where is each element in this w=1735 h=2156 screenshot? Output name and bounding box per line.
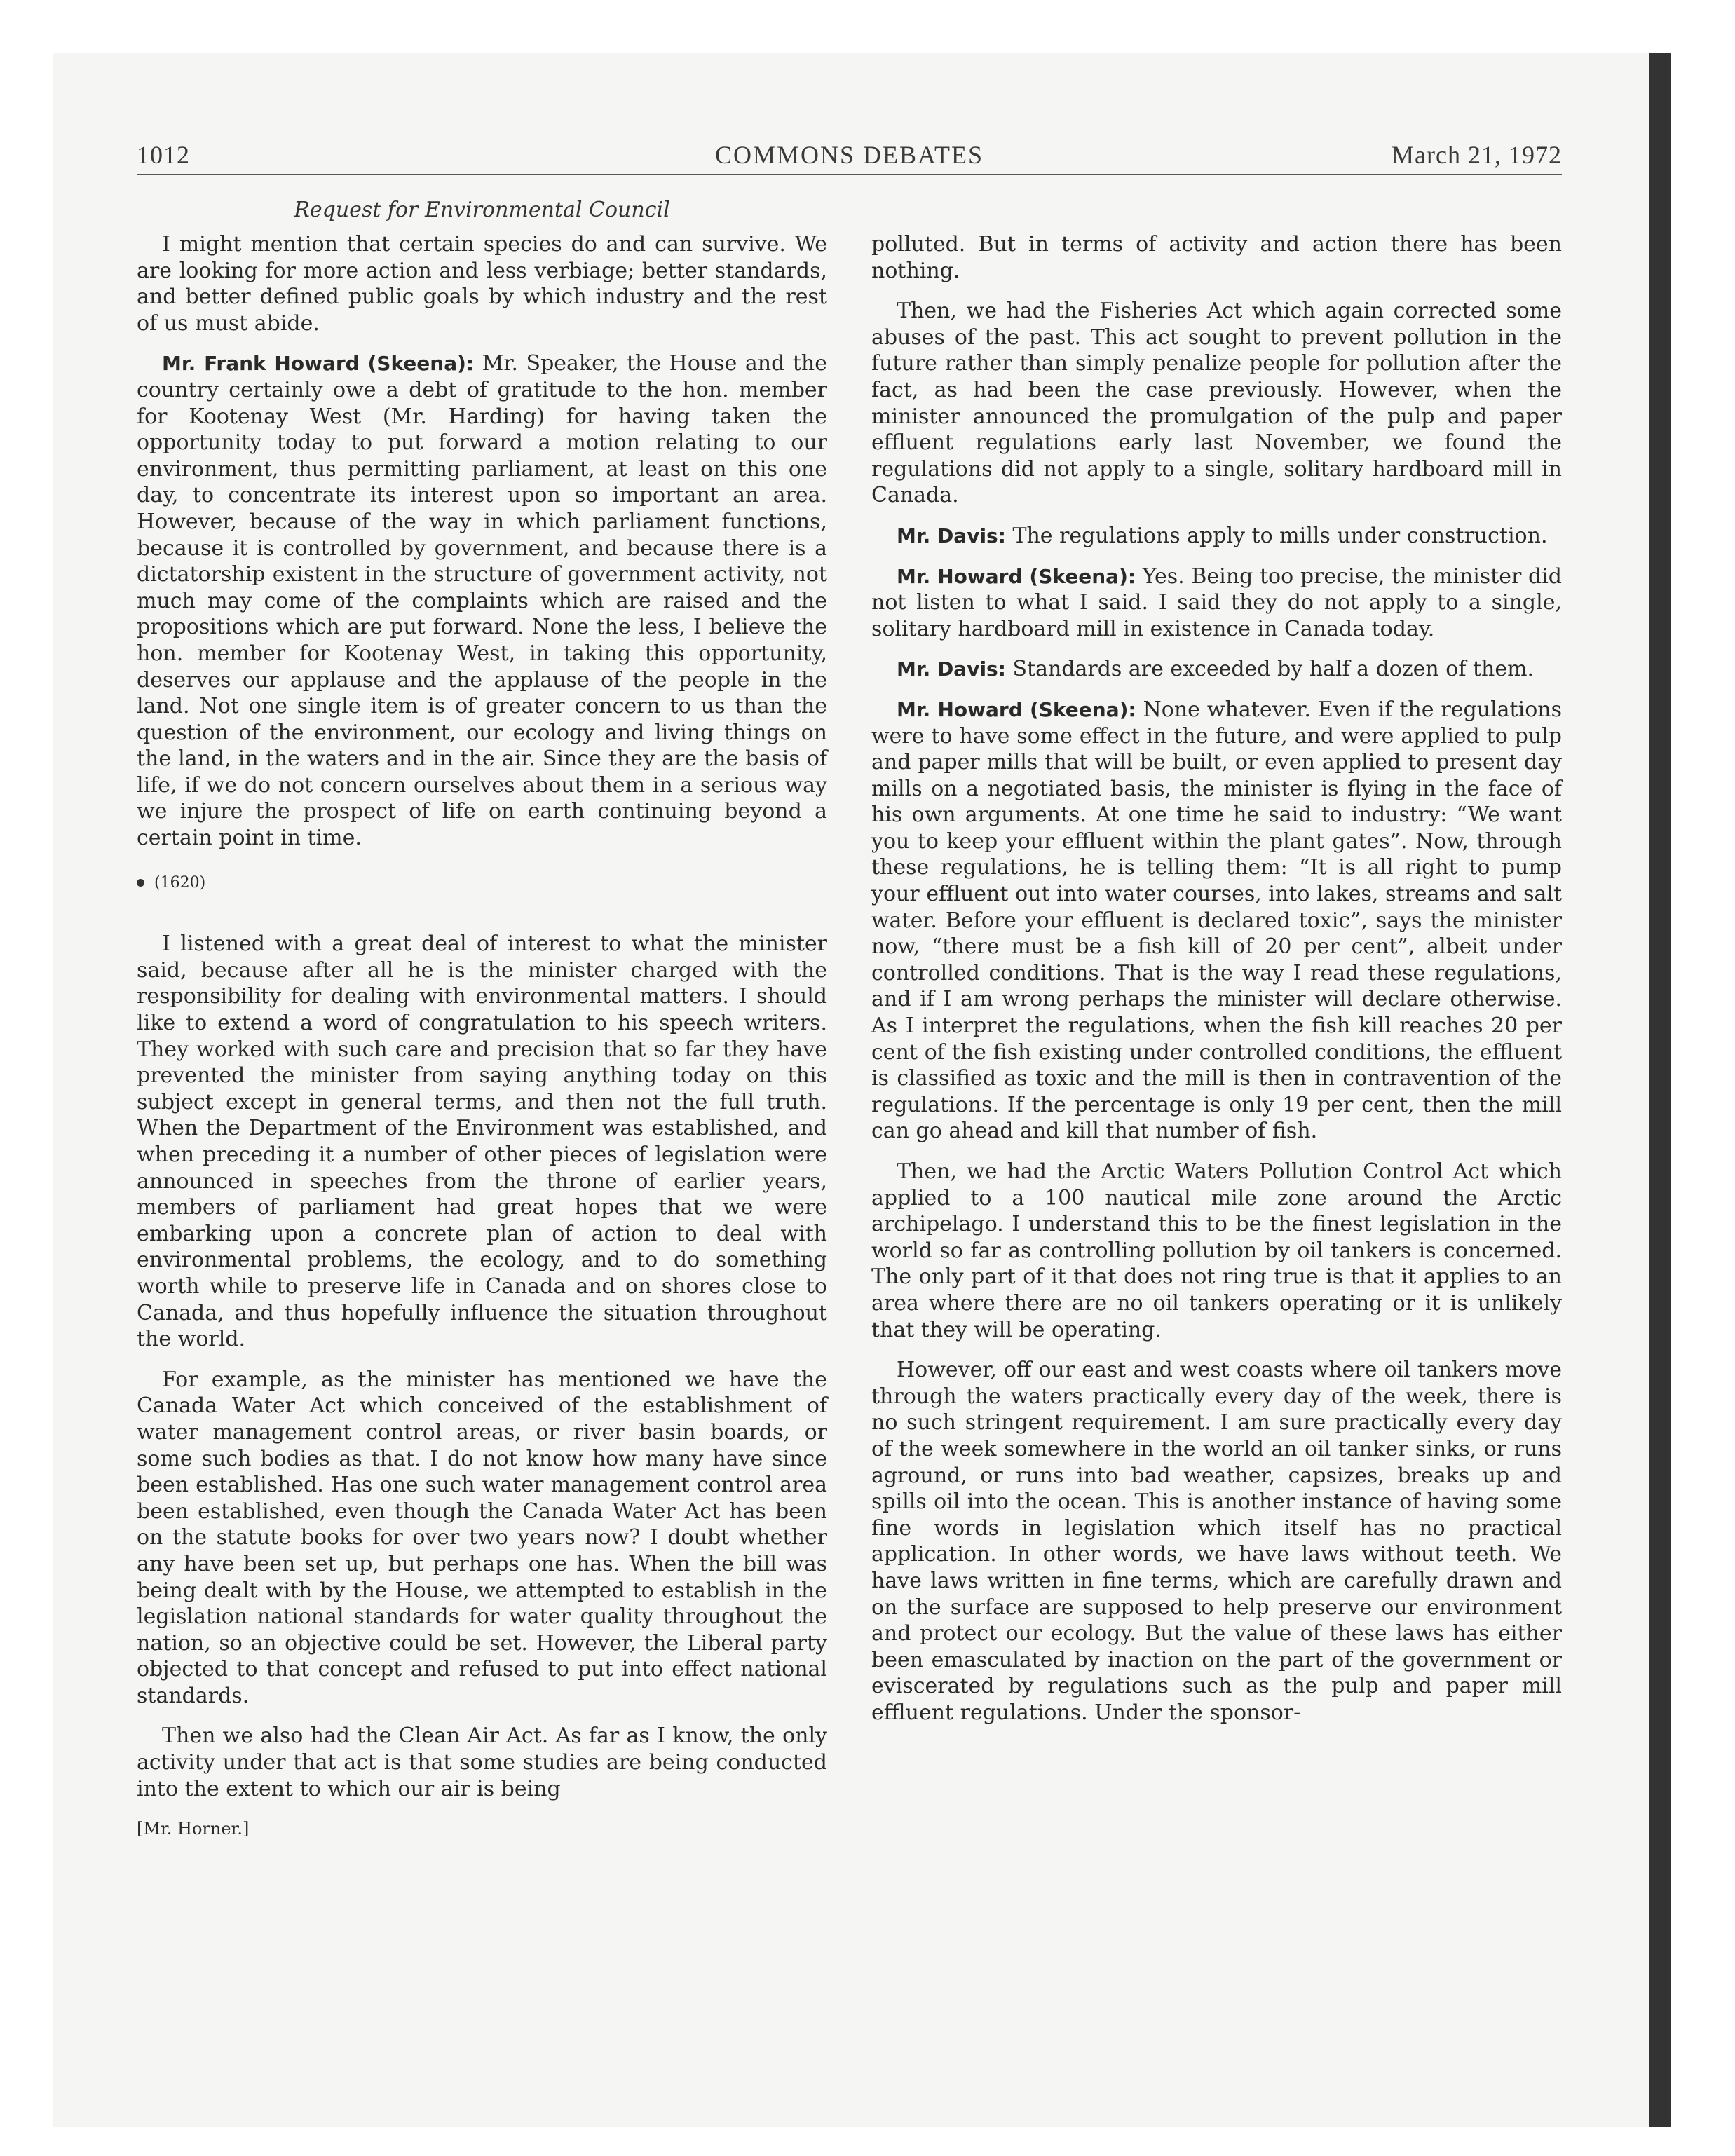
- speech-text: None whatever. Even if the regulations were to have some effect in the future, and were applied to pulp and paper mills that will be built, or even applied to present day mills on a negotiated basis, the minister is flying in the face of his own arguments. At one time he said to industry: “We want you to keep your effluent within the plant gates”. Now, through these regulations, he is telling them: “It is all right to pump your effluent out into water courses, into lakes, streams and salt water. Before your effluent is declared toxic”, says the minister now, “there must be a fish kill of 20 per cent”, albeit under controlled conditions. That is the way I read these regulations, and if I am wrong perhaps the minister will declare otherwise. As I interpret the regulations, when the fish kill reaches 20 per cent of the fish existing under controlled conditions, the effluent is classified as toxic and the mill is then in contravention of the regulations. If the percentage is only 19 per cent, then the mill can go ahead and kill that number of fish.: [871, 697, 1562, 1144]
- page-header: [137, 139, 1562, 175]
- left-column: [137, 231, 827, 1843]
- page-date: March 21, 1972: [1392, 141, 1562, 169]
- speech-text: The regulations apply to mills under construction.: [1005, 523, 1548, 548]
- speech-paragraph: [871, 656, 1562, 683]
- time-marker-label: (1620): [154, 873, 206, 892]
- speaker-name: Mr. Howard (Skeena):: [897, 697, 1136, 721]
- speaker-name: Mr. Howard (Skeena):: [897, 564, 1136, 588]
- speaker-name: Mr. Davis:: [897, 524, 1006, 547]
- page-footer: [Mr. Horner.]: [137, 1819, 250, 1839]
- paragraph: However, off our east and west coasts where oil tankers move through the waters practically every day of the week, there is no such stringent requirement. I am sure practically every day of the week somewhere in the world an oil tanker sinks, or runs aground, or runs into bad weather, capsizes, breaks up and spills oil into the ocean. This is another instance of having some fine words in legislation which itself has no practical application. In other words, we have laws without teeth. We have laws written in fine terms, which are carefully drawn and on the surface are supposed to help preserve our environment and protect our ecology. But the value of these laws has either been emasculated by inaction on the part of the government or eviscerated by regulations such as the pulp and paper mill effluent regulations. Under the sponsor-: [871, 1358, 1562, 1725]
- publication-title: COMMONS DEBATES: [714, 141, 984, 169]
- paragraph: Then we also had the Clean Air Act. As far as I know, the only activity under that act is that some studies are being conducted into the extent to which our air is being: [137, 1724, 827, 1801]
- paragraph: I listened with a great deal of interest to what the minister said, because after all he is the minister charged with the responsibility for dealing with environmental matters. I should like to extend a word of congratulation to his speech writers. They worked with such care and precision that so far they have prevented the minister from saying anything today on this subject except in general terms, and then not the full truth. When the Department of the Environment was established, and when preceding it a number of other pieces of legislation were announced in speeches from the throne of earlier years, members of parliament had great hopes that we were embarking upon a concrete plan of action to deal with environmental problems, the ecology, and to do something worth while to preserve life in Canada and on shores close to Canada, and thus hopefully influence the situation throughout the world.: [137, 932, 827, 1352]
- speech-paragraph: [871, 523, 1562, 550]
- speaker-name: Mr. Frank Howard (Skeena):: [162, 352, 475, 376]
- section-subheading: Request for Environmental Council: [294, 198, 670, 222]
- bullet-dot-icon: [137, 879, 144, 887]
- paragraph: I might mention that certain species do and can survive. We are looking for more action and less verbiage; better standards, and better defined public goals by which industry and the rest of us must abide.: [137, 232, 827, 336]
- scan-edge-bar: [1649, 53, 1671, 2127]
- paragraph: For example, as the minister has mentioned we have the Canada Water Act which conceived of the establishment of water management control areas, or river basin boards, or some such bodies as that. I do not know how many have since been established. Has one such water management control area been established, even though the Canada Water Act has been on the statute books for over two years now? I doubt whether any have been set up, but perhaps one has. When the bill was being dealt with by the House, we attempted to establish in the legislation national standards for water quality throughout the nation, so an objective could be set. However, the Liberal party objected to that concept and refused to put into effect national standards.: [137, 1367, 827, 1708]
- paragraph: Then, we had the Arctic Waters Pollution Control Act which applied to a 100 nautical mile zone around the Arctic archipelago. I understand this to be the finest legislation in the world so far as controlling pollution by oil tankers is concerned. The only part of it that does not ring true is that it applies to an area where there are no oil tankers operating or it is unlikely that they will be operating.: [871, 1159, 1562, 1342]
- speaker-name: Mr. Davis:: [897, 657, 1006, 681]
- speech-text: Standards are exceeded by half a dozen of them.: [1005, 657, 1535, 682]
- right-column: [871, 231, 1562, 1740]
- time-marker: [137, 870, 827, 896]
- speech-text: Yes. Being too precise, the minister did not listen to what I said. I said they do not apply to a single, solitary hardboard mill in existence in Canada today.: [871, 564, 1562, 641]
- paragraph: Then, we had the Fisheries Act which again corrected some abuses of the past. This act sought to prevent pollution in the future rather than simply penalize people for pollution after the fact, as had been the case previously. However, when the minister announced the promulgation of the pulp and paper effluent regulations early last November, we found the regulations did not apply to a single, solitary hardboard mill in Canada.: [871, 299, 1562, 508]
- speech-paragraph: [871, 697, 1562, 1145]
- speech-paragraph: [871, 564, 1562, 643]
- page-number: 1012: [137, 141, 190, 169]
- paragraph: polluted. But in terms of activity and action there has been nothing.: [871, 232, 1562, 283]
- speech-paragraph: [137, 350, 827, 851]
- speech-text: Mr. Speaker, the House and the country certainly owe a debt of gratitude to the hon. member for Kootenay West (Mr. Harding) for having taken the opportunity today to put forward a motion relating to our environment, thus permitting parliament, at least on this one day, to concentrate its interest upon so important an area. However, because of the way in which parliament functions, because it is controlled by government, and because there is a dictatorship existent in the structure of government activity, not much may come of the complaints which are raised and the propositions which are put forward. None the less, I believe the hon. member for Kootenay West, in taking this opportunity, deserves our applause and the applause of the people in the land. Not one single item is of greater concern to us than the question of the environment, our ecology and living things on the land, in the waters and in the air. Since they are the basis of life, if we do not concern ourselves about them in a serious way we injure the prospect of life on earth continuing beyond a certain point in time.: [137, 351, 828, 851]
